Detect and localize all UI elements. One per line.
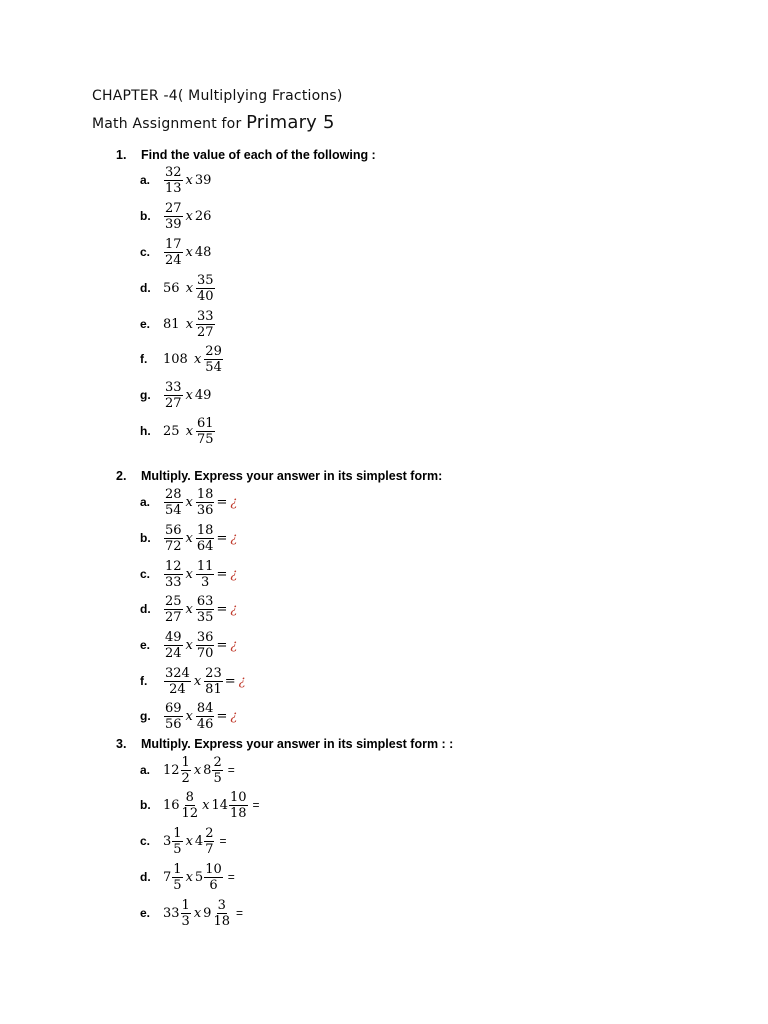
operand-a-whole: 7	[163, 869, 172, 885]
operand-b-fraction	[196, 701, 215, 732]
operand-b-fraction-numerator: 11	[196, 558, 214, 574]
q1-item	[140, 341, 224, 377]
operand-b-whole: 5	[194, 869, 204, 885]
equals-sign: =	[216, 601, 228, 617]
operand-a-fraction-denominator: 2	[181, 770, 190, 786]
q2-item	[140, 627, 237, 663]
operand-b-fraction-numerator: 10	[229, 789, 247, 805]
operand-b-fraction-numerator: 2	[213, 754, 222, 770]
operand-b-fraction-numerator: 36	[196, 629, 214, 645]
math-expression	[163, 559, 237, 590]
q1-item	[140, 377, 211, 413]
item-letter: a.	[140, 763, 151, 777]
answer-placeholder-mark: ¿	[230, 601, 238, 617]
item-letter: a.	[140, 495, 151, 509]
math-expression	[163, 826, 226, 857]
equals-sign: =	[216, 637, 228, 653]
multiply-sign: x	[193, 762, 202, 778]
operand-a-fraction-denominator: 5	[173, 877, 182, 893]
operand-a-fraction	[164, 559, 183, 590]
operand-b-fraction-denominator: 36	[196, 502, 214, 518]
multiply-sign: x	[185, 708, 193, 724]
operand-a-fraction-denominator: 5	[173, 841, 182, 857]
operand-b-fraction-numerator: 18	[196, 486, 214, 502]
operand-b-fraction-numerator: 35	[197, 272, 214, 288]
operand-b-fraction-denominator: 7	[205, 841, 214, 857]
math-expression	[163, 523, 237, 554]
answer-placeholder-mark: ¿	[230, 637, 238, 653]
math-expression	[163, 273, 216, 304]
operand-b-fraction-denominator: 75	[197, 431, 214, 447]
item-letter: g.	[140, 388, 151, 402]
operand-b-fraction-denominator: 64	[196, 538, 214, 554]
multiply-sign: x	[185, 494, 193, 510]
operand-b-fraction-denominator: 18	[213, 913, 230, 929]
answer-placeholder-mark: ¿	[230, 494, 238, 510]
operand-a-fraction	[164, 380, 183, 411]
chapter-title-text: CHAPTER -4( Multiplying Fractions)	[92, 88, 343, 104]
item-letter: e.	[140, 317, 151, 331]
operand-b-fraction	[196, 416, 215, 447]
q1-item	[140, 162, 211, 198]
math-expression	[163, 416, 216, 447]
operand-a-fraction-denominator: 27	[165, 395, 182, 411]
operand-b-fraction	[229, 790, 248, 821]
operand-a-fraction-numerator: 1	[181, 897, 190, 913]
operand-b-fraction-denominator: 40	[197, 288, 214, 304]
item-letter: c.	[140, 834, 151, 848]
q2-item	[140, 484, 237, 520]
operand-b-fraction	[196, 523, 215, 554]
question-2-number: 2.	[116, 469, 127, 483]
item-letter: b.	[140, 531, 151, 545]
operand-b-whole: 8	[203, 762, 212, 778]
operand-a-fraction-numerator: 1	[173, 825, 182, 841]
operand-b-fraction-denominator: 18	[229, 805, 247, 821]
operand-a-fraction-numerator: 12	[165, 558, 182, 574]
operand-b-fraction-numerator: 10	[205, 861, 222, 877]
question-3-text: Multiply. Express your answer in its simplest form : :	[141, 737, 454, 751]
math-expression	[163, 165, 211, 196]
operand-b-fraction-denominator: 5	[213, 770, 222, 786]
operand-b-fraction	[196, 273, 215, 304]
q3-item	[140, 787, 260, 823]
operand-a-fraction-denominator: 12	[181, 805, 199, 821]
q1-item	[140, 234, 211, 270]
operand-a-fraction-numerator: 28	[165, 486, 182, 502]
operand-b-fraction	[204, 666, 223, 697]
operand-b-whole: 9	[203, 905, 212, 921]
operand-b-whole: 4	[194, 833, 204, 849]
question-1-text: Find the value of each of the following :	[141, 148, 376, 162]
q1-item	[140, 270, 216, 306]
q1-item	[140, 198, 211, 234]
item-letter: d.	[140, 870, 151, 884]
equals-sign: =	[216, 566, 228, 582]
operand-a-fraction-numerator: 17	[165, 236, 182, 252]
multiply-sign: x	[185, 833, 193, 849]
assignment-title	[92, 112, 335, 133]
math-expression	[163, 594, 237, 625]
q3-item	[140, 895, 243, 931]
answer-placeholder-mark: ¿	[230, 566, 238, 582]
math-expression	[163, 487, 237, 518]
math-expression	[163, 630, 237, 661]
question-2-text: Multiply. Express your answer in its simplest form:	[141, 469, 443, 483]
operand-a-fraction	[181, 755, 191, 786]
operand-b-fraction-numerator: 33	[197, 308, 214, 324]
assignment-level: Primary 5	[246, 112, 335, 133]
operand-b-fraction	[196, 594, 215, 625]
operand-b-fraction-numerator: 3	[217, 897, 226, 913]
item-letter: c.	[140, 567, 151, 581]
answer-placeholder-mark: ¿	[230, 708, 238, 724]
operand-b-fraction-numerator: 18	[196, 522, 214, 538]
operand-a-fraction-numerator: 324	[165, 665, 190, 681]
answer-placeholder-mark: ¿	[230, 530, 238, 546]
operand-a-fraction	[172, 862, 182, 893]
operand-a-fraction-numerator: 1	[181, 754, 190, 770]
operand-a-fraction	[164, 523, 183, 554]
operand-a-fraction-denominator: 24	[165, 645, 182, 661]
equals-sign: =	[227, 763, 235, 777]
assignment-prefix: Math Assignment for	[92, 116, 247, 132]
operand-b-fraction-numerator: 61	[197, 415, 214, 431]
math-expression	[163, 201, 211, 232]
q3-item	[140, 823, 226, 859]
operand-a-fraction	[164, 630, 183, 661]
chapter-title	[92, 88, 343, 104]
operand-a-fraction	[181, 898, 191, 929]
multiply-sign: x	[185, 869, 193, 885]
math-expression	[163, 666, 246, 697]
operand-b-fraction-denominator: 70	[196, 645, 214, 661]
q2-item	[140, 591, 237, 627]
operand-b-fraction-denominator: 81	[205, 681, 222, 697]
item-letter: a.	[140, 173, 151, 187]
equals-sign: =	[227, 870, 235, 884]
operand-b-fraction	[196, 487, 215, 518]
math-expression	[163, 237, 211, 268]
operand-b-whole: 26	[194, 208, 212, 224]
operand-a-fraction-denominator: 33	[165, 574, 182, 590]
math-expression	[163, 344, 224, 375]
answer-placeholder-mark: ¿	[238, 673, 246, 689]
equals-sign: =	[252, 798, 260, 812]
q1-item	[140, 306, 216, 342]
operand-b-fraction-numerator: 23	[205, 665, 222, 681]
operand-a-whole: 81	[163, 316, 184, 332]
operand-a-fraction-denominator: 13	[165, 180, 182, 196]
operand-a-whole: 56	[163, 280, 184, 296]
equals-sign: =	[216, 494, 228, 510]
operand-a-fraction-numerator: 27	[165, 200, 182, 216]
multiply-sign: x	[185, 280, 194, 296]
operand-b-whole: 39	[194, 172, 212, 188]
multiply-sign: x	[193, 351, 202, 367]
multiply-sign: x	[185, 387, 193, 403]
operand-b-fraction-numerator: 2	[205, 825, 214, 841]
item-letter: b.	[140, 209, 151, 223]
operand-a-fraction	[164, 237, 183, 268]
item-letter: e.	[140, 638, 151, 652]
q2-item	[140, 520, 237, 556]
operand-b-fraction-denominator: 6	[209, 877, 218, 893]
operand-b-fraction-denominator: 54	[205, 359, 222, 375]
item-letter: b.	[140, 798, 151, 812]
operand-a-fraction	[164, 594, 183, 625]
operand-b-whole: 49	[194, 387, 212, 403]
operand-b-fraction	[212, 898, 231, 929]
operand-b-fraction-numerator: 63	[196, 593, 214, 609]
question-3-number: 3.	[116, 737, 127, 751]
operand-a-fraction-numerator: 33	[165, 379, 182, 395]
equals-sign: =	[236, 906, 244, 920]
operand-b-fraction-numerator: 29	[205, 343, 222, 359]
operand-a-fraction-denominator: 56	[165, 716, 182, 732]
q3-item	[140, 752, 235, 788]
operand-a-whole: 12	[163, 762, 180, 778]
operand-a-fraction-numerator: 69	[165, 700, 182, 716]
operand-a-fraction	[164, 701, 183, 732]
operand-b-fraction	[204, 344, 223, 375]
item-letter: h.	[140, 424, 151, 438]
operand-b-fraction-denominator: 35	[196, 609, 214, 625]
item-letter: f.	[140, 352, 148, 366]
math-expression	[163, 755, 235, 786]
multiply-sign: x	[185, 172, 193, 188]
equals-sign: =	[216, 530, 228, 546]
equals-sign: =	[224, 673, 236, 689]
multiply-sign: x	[185, 316, 194, 332]
q2-item	[140, 698, 237, 734]
item-letter: d.	[140, 281, 151, 295]
operand-a-whole: 3	[163, 833, 172, 849]
operand-b-fraction	[204, 862, 223, 893]
operand-a-fraction-numerator: 8	[185, 789, 194, 805]
math-expression	[163, 898, 243, 929]
math-expression	[163, 309, 216, 340]
operand-a-fraction	[164, 487, 183, 518]
multiply-sign: x	[202, 797, 210, 813]
math-expression	[163, 701, 237, 732]
equals-sign: =	[219, 834, 227, 848]
operand-b-fraction	[204, 826, 214, 857]
operand-a-fraction-denominator: 3	[181, 913, 190, 929]
item-letter: e.	[140, 906, 151, 920]
multiply-sign: x	[185, 423, 194, 439]
operand-a-fraction-denominator: 24	[169, 681, 186, 697]
operand-a-fraction-numerator: 32	[165, 164, 182, 180]
operand-b-fraction-numerator: 84	[196, 700, 214, 716]
operand-a-fraction-denominator: 39	[165, 216, 182, 232]
math-expression	[163, 790, 260, 821]
operand-b-whole: 14	[211, 797, 228, 813]
item-letter: d.	[140, 602, 151, 616]
item-letter: g.	[140, 709, 151, 723]
q1-item	[140, 413, 216, 449]
operand-a-fraction-denominator: 72	[165, 538, 182, 554]
operand-b-whole: 48	[194, 244, 212, 260]
operand-a-fraction-numerator: 1	[173, 861, 182, 877]
multiply-sign: x	[185, 637, 193, 653]
operand-a-fraction	[172, 826, 182, 857]
operand-b-fraction	[196, 630, 215, 661]
multiply-sign: x	[185, 244, 193, 260]
operand-a-whole: 33	[163, 905, 180, 921]
q3-item	[140, 859, 235, 895]
multiply-sign: x	[185, 601, 193, 617]
q2-item	[140, 663, 246, 699]
q2-item	[140, 556, 237, 592]
operand-a-whole: 25	[163, 423, 184, 439]
operand-b-fraction	[212, 755, 222, 786]
math-expression	[163, 380, 211, 411]
operand-a-fraction-denominator: 54	[165, 502, 182, 518]
question-2-title	[116, 469, 442, 483]
operand-a-fraction-numerator: 25	[165, 593, 182, 609]
multiply-sign: x	[185, 208, 193, 224]
item-letter: c.	[140, 245, 151, 259]
operand-a-fraction	[164, 666, 191, 697]
operand-a-fraction	[164, 201, 183, 232]
operand-a-fraction-numerator: 49	[165, 629, 182, 645]
operand-b-fraction-denominator: 46	[196, 716, 214, 732]
operand-a-fraction-denominator: 24	[165, 252, 182, 268]
operand-a-fraction-denominator: 27	[165, 609, 182, 625]
operand-b-fraction-denominator: 3	[201, 574, 210, 590]
operand-a-whole: 108	[163, 351, 192, 367]
operand-a-fraction	[181, 790, 200, 821]
multiply-sign: x	[193, 905, 202, 921]
multiply-sign: x	[193, 673, 202, 689]
question-1-number: 1.	[116, 148, 127, 162]
math-expression	[163, 862, 235, 893]
operand-b-fraction	[196, 309, 215, 340]
operand-b-fraction	[196, 559, 215, 590]
multiply-sign: x	[185, 530, 193, 546]
question-1-title	[116, 148, 376, 162]
item-letter: f.	[140, 674, 148, 688]
equals-sign: =	[216, 708, 228, 724]
operand-a-fraction-numerator: 56	[165, 522, 182, 538]
multiply-sign: x	[185, 566, 193, 582]
operand-a-fraction	[164, 165, 183, 196]
question-3-title	[116, 737, 453, 751]
operand-a-whole: 16	[163, 797, 180, 813]
operand-b-fraction-denominator: 27	[197, 324, 214, 340]
